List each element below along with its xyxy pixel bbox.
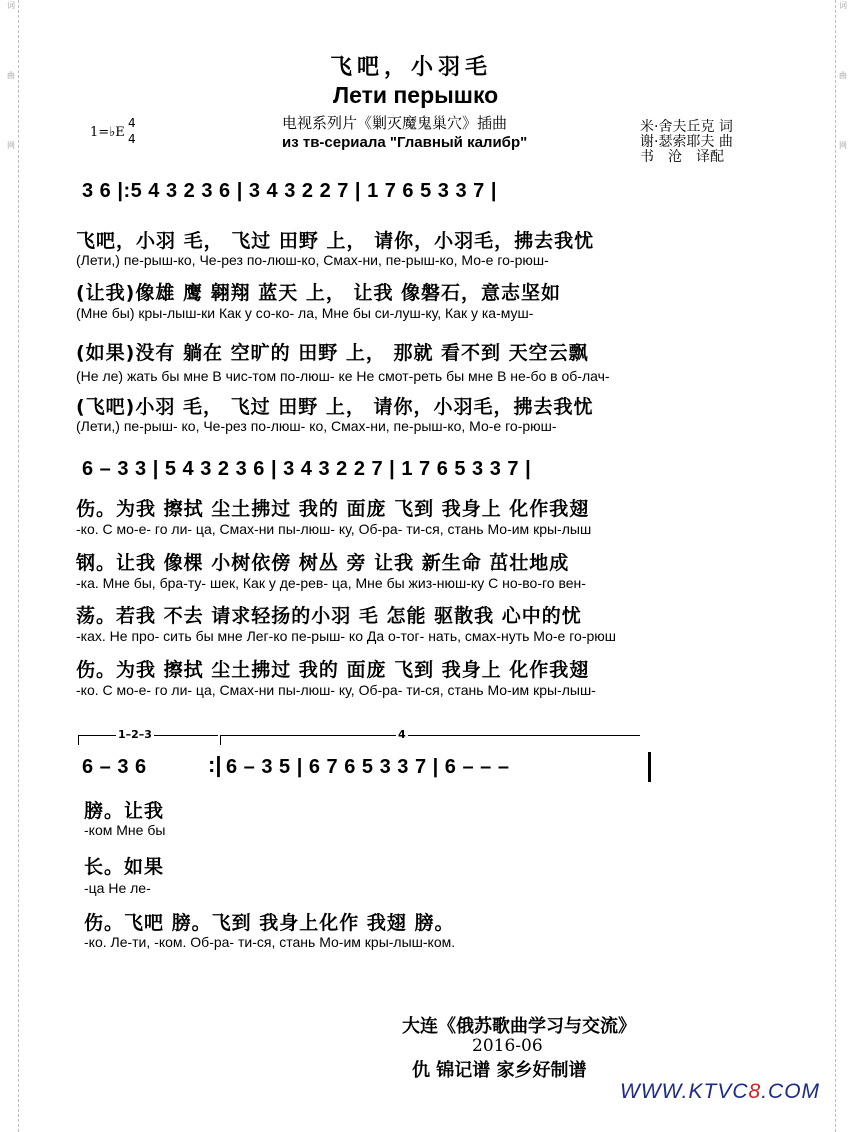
lyric-ru-1-3: (Не ле) жать бы мне В чис-том по-люш- ке Не смот-реть бы мне В не-бо в об-лач-	[76, 368, 610, 384]
site-digit: 8	[748, 1080, 762, 1103]
credit-translator: 书 沧 译配	[640, 149, 724, 165]
subtitle-chinese: 电视系列片《剿灭魔鬼巢穴》插曲	[282, 115, 508, 132]
footer-organization: 大连《俄苏歌曲学习与交流》	[402, 1016, 636, 1037]
lyric-cn-3-3: 伤。飞吧 膀。飞到 我身上化作 我翅 膀。	[84, 912, 455, 934]
lyric-cn-1-2: (让我)像雄 鹰 翱翔 蓝天 上， 让我 像磐石，意志坚如	[76, 282, 562, 304]
lyric-cn-1-1: 飞吧，小羽 毛， 飞过 田野 上， 请你，小羽毛，拂去我忧	[76, 230, 595, 252]
lyric-ru-2-4: -ко. С мо-е- го ли- ца, Смах-ни пы-люш- ку, Об-ра- ти-ся, стань Мо-им кры-лыш-	[76, 682, 596, 698]
credit-composer: 谢·瑟索耶夫 曲	[640, 134, 733, 150]
lyric-ru-3-1: -ком Мне бы	[84, 822, 166, 838]
time-signature-bottom: 4	[128, 132, 136, 146]
site-prefix: WWW.KTVC	[620, 1080, 749, 1103]
lyric-cn-1-4: (飞吧)小羽 毛， 飞过 田野 上， 请你，小羽毛，拂去我忧	[76, 396, 594, 418]
lyric-ru-1-4: (Лети,) пе-рыш- ко, Че-рез по-люш- ко, Смах-ни, пе-рыш-ко, Мо-е го-рюш-	[76, 418, 557, 434]
notation-line-3-second-ending: 6 – 3 5 | 6 7 6 5 3 3 7 | 6 – – –	[226, 756, 510, 778]
title-russian: Лети перышко	[333, 82, 499, 108]
time-signature-top: 4	[128, 116, 136, 130]
credits-block	[640, 120, 733, 165]
right-watermark-strip	[835, 0, 850, 1132]
volta-bracket-2	[220, 735, 640, 736]
volta-bracket-1-tick	[78, 735, 79, 745]
repeat-end-sign: :|	[208, 752, 222, 777]
title-chinese: 飞吧，小羽毛	[330, 54, 493, 80]
lyric-ru-1-1: (Лети,) пе-рыш-ко, Че-рез по-люш-ко, Смах-ни, пе-рыш-ко, Мо-е го-рюш-	[76, 252, 549, 268]
notation-line-1: 3 6 |:5 4 3 2 3 6 | 3 4 3 2 2 7 | 1 7 6 5 3 3 7 |	[82, 180, 497, 202]
time-signature	[128, 115, 136, 147]
notation-line-3-first-ending: 6 – 3 6	[82, 756, 147, 778]
lyric-cn-3-1: 膀。让我	[84, 800, 165, 822]
watermark-char: 词	[839, 1, 847, 10]
lyric-ru-2-3: -ках. Не про- сить бы мне Лег-ко пе-рыш- ко Да о-тог- нать, смах-нуть Мо-е го-рюш	[76, 628, 616, 644]
subtitle-russian: из тв-сериала "Главный калибр"	[282, 134, 528, 151]
lyric-ru-2-1: -ко. С мо-е- го ли- ца, Смах-ни пы-люш- ку, Об-ра- ти-ся, стань Мо-им кры-лыш	[76, 521, 592, 537]
key-signature: 1=♭E	[90, 125, 125, 140]
lyric-cn-2-1: 伤。为我 擦拭 尘土拂过 我的 面庞 飞到 我身上 化作我翅	[76, 498, 590, 520]
watermark-char: 词	[7, 1, 15, 10]
footer-credit: 仇 锦记谱 家乡好制谱	[412, 1060, 587, 1081]
lyric-ru-2-2: -ка. Мне бы, бра-ту- шек, Как у де-рев- ца, Мне бы жиз-нюш-ку С но-во-го вен-	[76, 575, 586, 591]
lyric-cn-1-3: (如果)没有 躺在 空旷的 田野 上， 那就 看不到 天空云飘	[76, 342, 589, 364]
volta-label-1: 1–2–3	[118, 728, 152, 741]
final-barline	[648, 752, 651, 782]
watermark-char: 网	[7, 141, 15, 150]
lyric-ru-3-2: -ца Не ле-	[84, 880, 151, 896]
lyric-cn-2-4: 伤。为我 擦拭 尘土拂过 我的 面庞 飞到 我身上 化作我翅	[76, 659, 590, 681]
notation-line-2: 6 – 3 3 | 5 4 3 2 3 6 | 3 4 3 2 2 7 | 1 7 6 5 3 3 7 |	[82, 458, 532, 480]
volta-label-2: 4	[398, 728, 406, 741]
left-watermark-strip	[4, 0, 19, 1132]
lyric-cn-2-3: 荡。若我 不去 请求轻扬的小羽 毛 怎能 驱散我 心中的忧	[76, 605, 582, 627]
lyric-ru-3-3: -ко. Ле-ти, -ком. Об-ра- ти-ся, стань Мо-им кры-лыш-ком.	[84, 934, 456, 950]
lyric-cn-2-2: 钢。让我 像棵 小树依傍 树丛 旁 让我 新生命 茁壮地成	[76, 552, 570, 574]
footer-date: 2016-06	[472, 1036, 543, 1056]
lyric-ru-1-2: (Мне бы) кры-лыш-ки Как у со-ко- ла, Мне бы си-луш-ку, Как у ка-муш-	[76, 305, 534, 321]
lyric-cn-3-2: 长。如果	[84, 856, 165, 878]
watermark-char: 曲	[839, 71, 847, 80]
watermark-char: 曲	[7, 71, 15, 80]
credit-lyricist: 米·舍夫丘克 词	[640, 119, 733, 135]
watermark-char: 网	[839, 141, 847, 150]
volta-bracket-2-tick	[220, 735, 221, 745]
site-watermark	[620, 1080, 820, 1104]
site-suffix: .COM	[761, 1080, 821, 1103]
